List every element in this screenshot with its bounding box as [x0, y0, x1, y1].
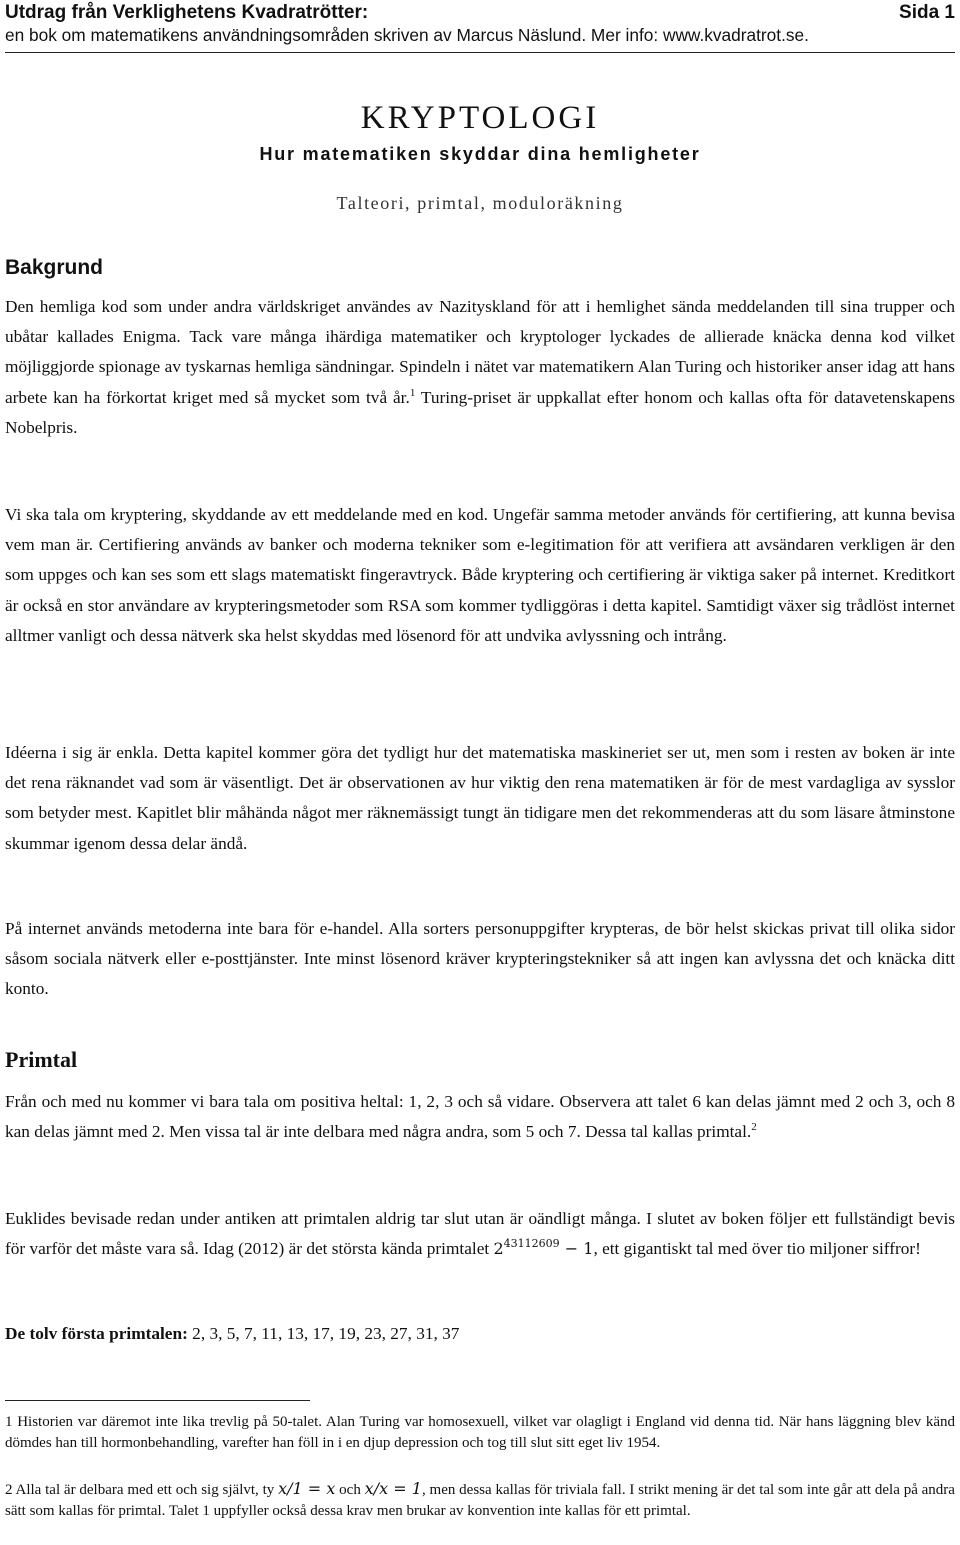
math-exponent: 43112609: [503, 1237, 560, 1251]
page-number: Sida 1: [899, 2, 955, 23]
header-divider: [5, 52, 955, 53]
footnote-text: , men dessa kallas för triviala fall. I strikt mening är det tal som inte går att dela på andra sätt som kallas för primtal. Talet 1 uppfyller också dessa krav men brukar av konvention inte kallas för ett primtal.: [5, 1482, 955, 1519]
prime-list-values: 2, 3, 5, 7, 11, 13, 17, 19, 23, 27, 31, 37: [187, 1324, 460, 1343]
math-base: 2: [493, 1239, 504, 1259]
paragraph-text: Turing-priset är uppkallat efter honom och kallas ofta för datavetenskapens Nobelpris.: [5, 387, 955, 437]
section-heading-bakgrund: Bakgrund: [5, 256, 104, 279]
footnote-ref-1: 1: [409, 386, 416, 399]
paragraph-bakgrund-3: Idéerna i sig är enkla. Detta kapitel kommer göra det tydligt hur det matematiska maskineriet ser ut, men som i resten av boken är inte det rena räknandet vad som är väsentligt. Det är observationen av hur viktig den rena matematiken är för de mest vardagliga av sysslor som betyder mest. Kapitlet blir måhända något mer räknemässigt tungt än tidigare men det rekommenderas att du som läsare åtminstone skummar igenom dessa delar ändå.: [5, 743, 955, 853]
paragraph-text: Från och med nu kommer vi bara tala om positiva heltal: 1, 2, 3 och så vidare. Observera att talet 6 kan delas jämnt med 2 och 3, och 8 kan delas jämnt med 2. Men vissa tal är inte delbara med några andra, som 5 och 7. Dessa tal kallas primtal.: [5, 1092, 955, 1142]
header-tagline: en bok om matematikens användningsområden skriven av Marcus Näslund. Mer info: www.kvadratrot.se.: [5, 25, 809, 45]
paragraph-bakgrund-2: Vi ska tala om kryptering, skyddande av ett meddelande med en kod. Ungefär samma metoder används för certifiering, att kunna bevisa vem man är. Certifiering används av banker och moderna tekniker som e-legitimation för att verifiera att avsändaren verkligen är den som uppges och kan ses som ett slags matematiskt fingeravtryck. Både kryptering och certifiering är viktiga saker på internet. Kreditkort är också en stor användare av krypteringsmetoder som RSA som kommer tydliggöras i detta kapitel. Samtidigt växer sig trådlöst internet alltmer vanligt och dessa nätverk ska helst skyddas med lösenord för att undvika avlyssning och intrång.: [5, 505, 955, 645]
prime-list-label: De tolv första primtalen:: [5, 1324, 188, 1343]
math-minus-one: − 1: [559, 1239, 594, 1259]
footnote-divider: [5, 1400, 310, 1401]
paragraph-bakgrund-4: På internet används metoderna inte bara för e-handel. Alla sorters personuppgifter krypteras, de bör helst skickas privat till olika sidor såsom sociala nätverk eller e-posttjänster. Inte minst lösenord kräver krypteringstekniker så att ingen kan avlyssna det och knäcka ditt konto.: [5, 919, 955, 999]
footnote-2: [5, 1479, 955, 1521]
paragraph-text: Den hemliga kod som under andra världskriget användes av Nazityskland för att i hemlighet sända meddelanden till sina trupper och ubåtar kallades Enigma. Tack vare många ihärdiga matematiker och kryptologer lyckades de allierade knäcka denna kod vilket möjliggjorde spionage av tyskarnas hemliga sändningar. Spindeln i nätet var matematikern Alan Turing och historiker anser idag att hans arbete kan ha förkortat kriget med så mycket som två år.: [5, 297, 955, 407]
chapter-title: KRYPTOLOGI: [360, 100, 600, 136]
document-page: [5, 0, 955, 1545]
paragraph-primtal-1: [5, 1087, 955, 1147]
section-heading-primtal: Primtal: [5, 1047, 78, 1072]
footnote-text: och: [335, 1482, 365, 1498]
paragraph-text: Euklides bevisade redan under antiken att primtalen aldrig tar slut utan är oändligt många. I slutet av boken följer ett fullständigt bevis för varför det måste vara så. Idag (2012) är det största kända primtalet: [5, 1209, 955, 1259]
paragraph-text: , ett gigantiskt tal med över tio miljoner siffror!: [593, 1239, 921, 1259]
math-expression: x/1 = x: [278, 1479, 336, 1498]
footnote-text: 2 Alla tal är delbara med ett och sig självt, ty: [5, 1482, 279, 1498]
book-title: Utdrag från Verklighetens Kvadratrötter:: [5, 2, 369, 23]
math-expression: x/x = 1: [364, 1479, 422, 1498]
paragraph-primtal-2: [5, 1204, 955, 1264]
paragraph-bakgrund-1: [5, 292, 955, 443]
footnote-ref-2: 2: [751, 1121, 757, 1134]
chapter-topics: Talteori, primtal, moduloräkning: [336, 193, 624, 213]
footnote-1: 1 Historien var däremot inte lika trevlig på 50-talet. Alan Turing var homosexuell, vilket var olagligt i England vid denna tid. När hans läggning blev känd dömdes han till hormonbehandling, varefter han föll in i en djup depression och tog till slut sitt eget liv 1954.: [5, 1414, 955, 1451]
chapter-subtitle: Hur matematiken skyddar dina hemligheter: [259, 144, 701, 164]
prime-list: [5, 1319, 955, 1349]
